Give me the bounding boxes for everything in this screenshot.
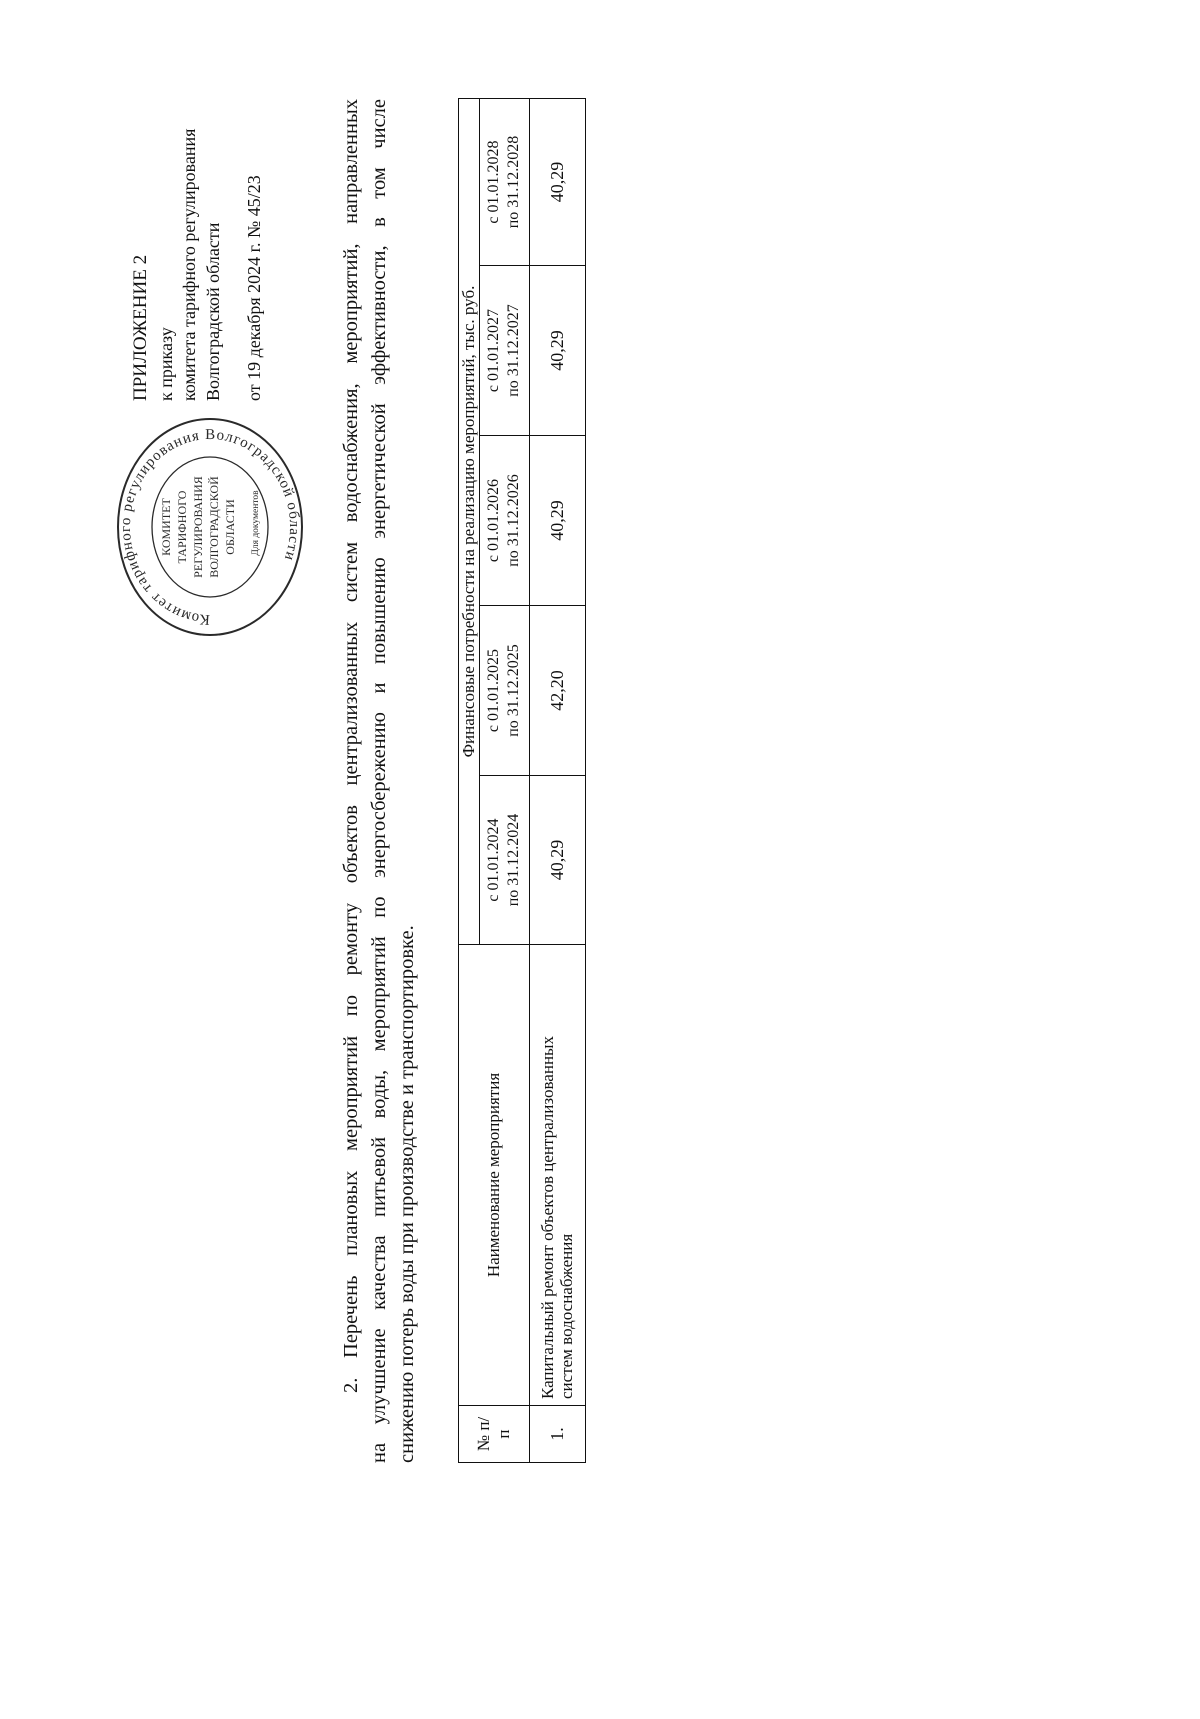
period-cell — [479, 266, 529, 436]
period-from: с 01.01.2024 — [485, 818, 503, 902]
official-seal — [115, 407, 305, 647]
period-from: с 01.01.2028 — [485, 140, 503, 224]
period-cell — [479, 776, 529, 945]
row-value: 42,20 — [529, 606, 585, 776]
header-name: Наименование мероприятия — [459, 945, 530, 1406]
seal-ring-text: Комитет тарифного регулирования Волгоградской области — [117, 426, 303, 628]
period-from: с 01.01.2026 — [485, 478, 503, 563]
seal-line-2: ТАРИФНОГО — [175, 490, 189, 564]
period-to: по 31.12.2024 — [505, 813, 523, 907]
paragraph-line-1: 2. Перечень плановых мероприятий по ремонту объектов централизованных систем водоснабжения, мероприятий, направленных — [340, 99, 362, 1393]
period-to: по 31.12.2026 — [505, 474, 523, 567]
row-value: 40,29 — [529, 99, 585, 266]
row-value: 40,29 — [529, 436, 585, 606]
financial-needs-table — [458, 98, 586, 1463]
appendix-title: ПРИЛОЖЕНИЕ 2 — [130, 254, 151, 401]
row-name — [529, 945, 585, 1406]
period-cell — [479, 436, 529, 606]
row-value: 40,29 — [529, 776, 585, 945]
row-name-line-1: Капитальный ремонт объектов централизованных — [537, 1036, 557, 1399]
paragraph-line-2: на улучшение качества питьевой воды, мероприятий по энергосбережению и повышению энергетической эффективности, в том числе — [368, 99, 390, 1463]
row-num: 1. — [529, 1406, 585, 1463]
seal-line-1: КОМИТЕТ — [159, 498, 173, 556]
date-line: от 19 декабря 2024 г. № 45/23 — [244, 175, 264, 401]
period-from: с 01.01.2027 — [485, 308, 503, 393]
period-to: по 31.12.2025 — [505, 644, 523, 737]
paragraph-line-3: снижению потерь воды при производстве и транспортировке. — [396, 925, 418, 1463]
order-line: к приказу — [156, 327, 176, 401]
period-from: с 01.01.2025 — [485, 648, 503, 733]
row-value: 40,29 — [529, 266, 585, 436]
header-finance: Финансовые потребности на реализацию мероприятий, тыс. руб. — [459, 99, 480, 945]
header-num: № п/п — [459, 1406, 530, 1463]
seal-bottom-text: Для документов — [251, 490, 261, 556]
period-to: по 31.12.2027 — [505, 304, 523, 397]
row-name-line-2: систем водоснабжения — [557, 1233, 577, 1399]
period-cell — [479, 606, 529, 776]
period-cell — [479, 99, 529, 266]
period-to: по 31.12.2028 — [505, 135, 523, 229]
seal-line-5: ОБЛАСТИ — [223, 499, 237, 555]
seal-line-3: РЕГУЛИРОВАНИЯ — [191, 476, 205, 578]
committee-line: комитета тарифного регулирования — [179, 128, 199, 401]
table-row — [529, 99, 585, 1463]
region-line: Волгоградской области — [203, 222, 223, 401]
seal-line-4: ВОЛГОГРАДСКОЙ — [207, 476, 221, 578]
